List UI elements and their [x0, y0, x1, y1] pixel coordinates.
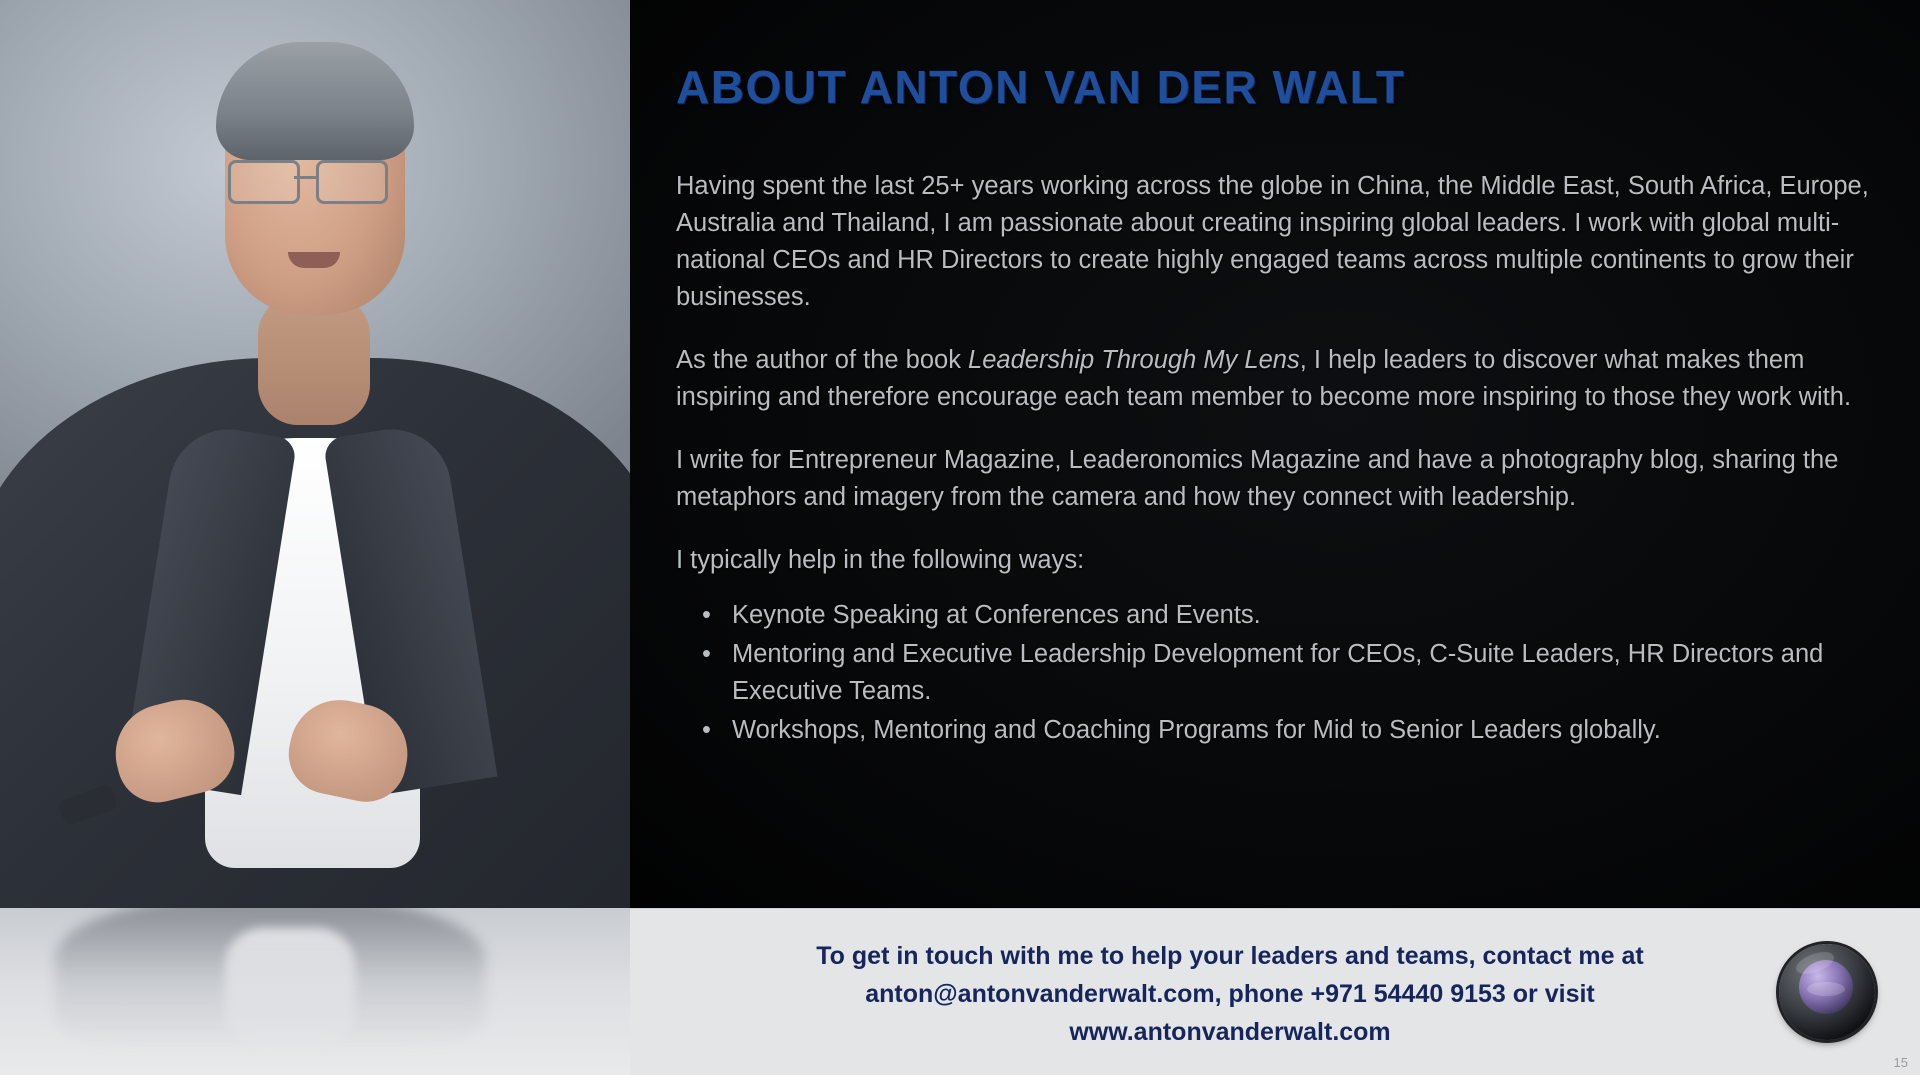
footer-line-3: www.antonvanderwalt.com [1069, 1018, 1391, 1046]
portrait-photo-upper [0, 0, 630, 908]
list-item: • Mentoring and Executive Leadership Development for CEOs, C-Suite Leaders, HR Directors and Executive Teams. [702, 636, 1876, 710]
body-text [676, 168, 1876, 751]
footer-line-2: anton@antonvanderwalt.com, phone +971 54440 9153 or visit [865, 980, 1595, 1008]
footer [630, 908, 1920, 1075]
page-title: ABOUT ANTON VAN DER WALT [676, 61, 1406, 113]
paragraph-ways-intro: I typically help in the following ways: [676, 546, 1085, 574]
footer-line-1: To get in touch with me to help your leaders and teams, contact me at [816, 942, 1644, 970]
paragraph-intro: Having spent the last 25+ years working across the globe in China, the Middle East, South Africa, Europe, Australia and Thailand, I am passionate about creating inspiring global leaders. I work with global multi-national CEOs and HR Directors to create highly engaged teams across multiple continents to grow their businesses. [676, 172, 1869, 311]
glasses-right-lens-icon [316, 160, 388, 204]
reflection-shirt [225, 928, 355, 1048]
footer-contact-text [690, 937, 1770, 1051]
paragraph-book [676, 342, 1876, 416]
paragraph-writing: I write for Entrepreneur Magazine, Leaderonomics Magazine and have a photography blog, sharing the metaphors and imagery from the camera and how they connect with leadership. [676, 446, 1839, 511]
book-title: Leadership Through My Lens [968, 346, 1300, 374]
glasses-bridge-icon [294, 176, 316, 179]
content-panel [630, 0, 1920, 908]
list-item: • Keynote Speaking at Conferences and Events. [702, 597, 1876, 634]
page-number: 15 [1893, 1055, 1908, 1070]
photo-mouth [288, 252, 340, 268]
portrait-photo [0, 0, 630, 1075]
book-text-before: As the author of the book [676, 346, 969, 374]
list-item: • Workshops, Mentoring and Coaching Programs for Mid to Senior Leaders globally. [702, 712, 1876, 749]
book-text-after: , I help leaders to discover what makes them inspiring and therefore encourage each team member to become more inspiring to those they work with. [676, 346, 1852, 411]
portrait-photo-reflection [0, 908, 630, 1075]
ways-list [676, 597, 1876, 749]
glasses-left-lens-icon [228, 160, 300, 204]
globe-camera-logo-icon [1779, 944, 1875, 1040]
